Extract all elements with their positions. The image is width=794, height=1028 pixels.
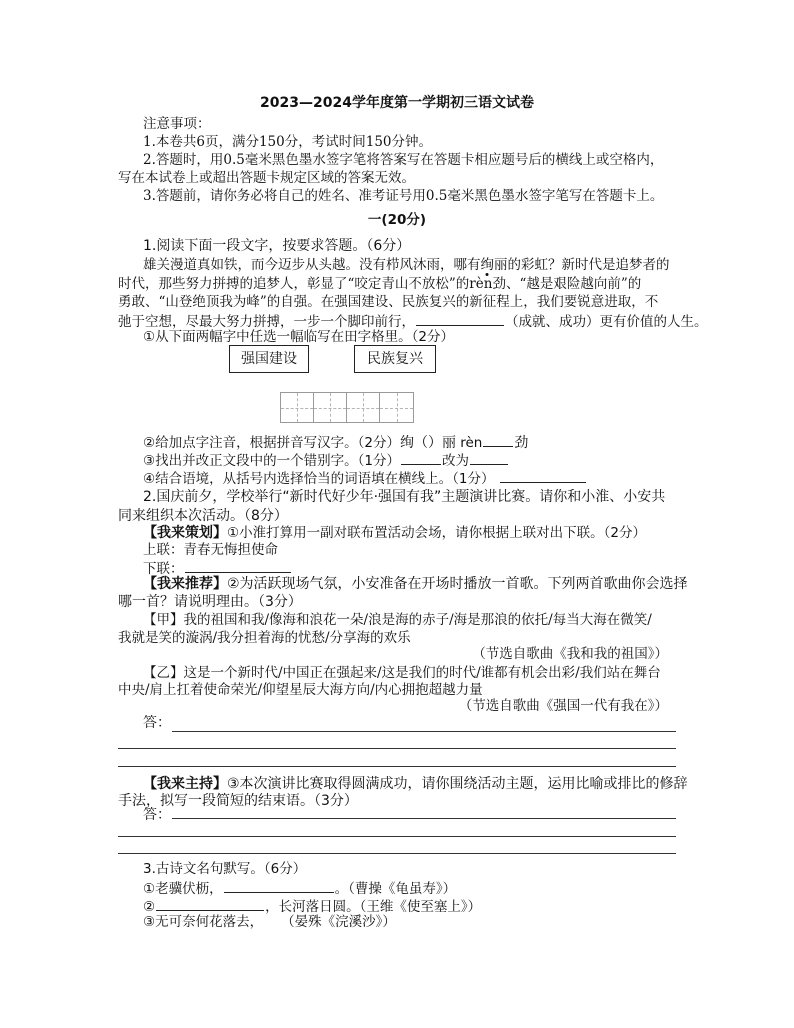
answer-blank (483, 433, 513, 447)
song-lyrics-continued: 中央/肩上扛着使命荣光/仰望星辰大海方向/内心拥抱超越力量 (118, 682, 483, 698)
answer-blank (185, 559, 291, 573)
poem-text: ③无可奈何花落去， (143, 914, 264, 930)
answer-line (172, 818, 676, 819)
passage-line (118, 312, 708, 330)
poem-fill-3 (143, 914, 396, 930)
answer-blank (401, 451, 441, 465)
question-3-stem: 3.古诗文名句默写。（6分） (143, 861, 307, 877)
question-2-stem-continued: 同来组织本次活动。（8分） (118, 508, 288, 524)
song-excerpt-yi (143, 665, 661, 681)
tianzige-grid (280, 392, 414, 423)
answer-label: 答： (143, 807, 171, 823)
answer-blank (416, 312, 504, 326)
answer-line (118, 853, 676, 854)
calligraphy-option-1: 强国建设 (229, 345, 309, 373)
plan-tag: 【我来策划】 (143, 525, 227, 541)
tianzige-cell (380, 393, 413, 422)
poem-fill-2 (143, 897, 481, 915)
lower-couplet-label: 下联： (143, 561, 184, 577)
upper-couplet-text: 青春无悔担使命 (183, 542, 278, 558)
song-tag: 【乙】 (143, 665, 184, 681)
lower-couplet (143, 559, 292, 577)
recommend-section (143, 576, 688, 592)
sub-question-3-prompt: ③找出并改正文段中的一个错别字。（1分） (143, 453, 400, 469)
question-1-stem: 1.阅读下面一段文字，按要求答题。（6分） (143, 238, 411, 254)
answer-blank (224, 879, 334, 893)
plan-section (143, 525, 646, 541)
song-excerpt-jia (143, 612, 652, 628)
answer-line (118, 836, 676, 837)
poem-text: ② (143, 899, 156, 915)
answer-line (118, 766, 676, 767)
passage-text: 丽的彩虹？新时代是追梦者的 (494, 257, 670, 273)
recommend-prompt: ②为活跃现场气氛，小安准备在开场时播放一首歌。下列两首歌曲你会选择 (227, 576, 688, 592)
passage-text: 弛于空想，尽最大努力拼搏，一步一个脚印前行， (118, 314, 415, 330)
connector-text: 改为 (441, 453, 469, 469)
poem-source: （晏殊《浣溪沙》） (281, 914, 396, 930)
song-lyrics: 我的祖国和我/像海和浪花一朵/浪是海的赤子/海是那浪的依托/每当大海在微笑/ (183, 612, 652, 628)
poem-text: ①老骥伏枥， (143, 881, 223, 897)
host-prompt-continued: 手法，拟写一段简短的结束语。（3分） (118, 793, 358, 809)
recommend-tag: 【我来推荐】 (143, 576, 227, 592)
answer-line (118, 748, 676, 749)
section-heading: 一(20分) (367, 212, 427, 228)
notice-item: 2.答题时，用0.5毫米黑色墨水签字笔将答案写在答题卡相应题号后的横线上或空格内， (143, 152, 664, 168)
upper-couplet (143, 542, 278, 558)
answer-label: 答： (143, 715, 171, 731)
dotted-character: 绚 (480, 257, 494, 273)
passage-line: 时代，那些努力拼搏的追梦人，彰显了“咬定青山不放松”的rèn劲、“越是艰险越向前”的 (118, 276, 642, 292)
sub-question-2-prompt: ②给加点字注音，根据拼音写汉字。（2分） (143, 435, 400, 451)
pinyin: rèn (460, 435, 483, 451)
passage-line (143, 257, 670, 273)
sub-question-1: ①从下面两幅字中任选一幅临写在田字格里。（2分） (143, 329, 454, 345)
poem-fill-1 (143, 879, 456, 897)
song-lyrics-continued: 我就是笑的漩涡/我分担着海的忧愁/分享海的欢乐 (118, 630, 411, 646)
song-source: （节选自歌曲《我和我的祖国》） (472, 646, 668, 662)
passage-text: （成就、成功）更有价值的人生。 (505, 314, 708, 330)
song-tag: 【甲】 (143, 612, 184, 628)
sub-question-4 (143, 469, 587, 487)
answer-blank (156, 897, 264, 911)
tianzige-cell (314, 393, 347, 422)
tianzige-cell (281, 393, 314, 422)
sub-question-2 (143, 433, 528, 451)
tianzige-cell (347, 393, 380, 422)
exam-title: 2023—2024学年度第一学期初三语文试卷 (260, 95, 534, 111)
host-tag: 【我来主持】 (143, 776, 227, 792)
calligraphy-option-2: 民族复兴 (354, 345, 436, 373)
sub-question-4-prompt: ④结合语境，从括号内选择恰当的词语填在横线上。（1分） (143, 471, 495, 487)
passage-text: 雄关漫道真如铁，而今迈步从头越。没有栉风沐雨，哪有 (143, 257, 481, 273)
sub-question-3 (143, 451, 509, 469)
word-suffix: 劲 (514, 435, 529, 451)
host-prompt: ③本次演讲比赛取得圆满成功，请你围绕活动主题，运用比喻或排比的修辞 (227, 776, 688, 792)
recommend-prompt-continued: 哪一首？请说明理由。（3分） (118, 594, 302, 610)
answer-blank (500, 469, 586, 483)
notice-item: 1.本卷共6页，满分150分，考试时间150分钟。 (143, 134, 433, 150)
answer-line (172, 731, 676, 732)
plan-prompt: ①小淮打算用一副对联布置活动会场，请你根据上联对出下联。（2分） (227, 525, 646, 541)
poem-source: 。（曹操《龟虽寿》） (334, 881, 457, 897)
upper-couplet-label: 上联： (143, 542, 184, 558)
poem-source: ，长河落日圆。（王维《使至塞上》） (265, 899, 482, 915)
notice-heading: 注意事项： (143, 116, 211, 132)
song-lyrics: 这是一个新时代/中国正在强起来/这是我们的时代/谁都有机会出彩/我们站在舞台 (183, 665, 661, 681)
answer-blank (470, 451, 508, 465)
passage-line: 勇敢、“山登绝顶我为峰”的自强。在强国建设、民族复兴的新征程上，我们要锐意进取，不 (118, 294, 659, 310)
annotated-word: 绚（）丽 (399, 435, 456, 451)
question-2-stem: 2.国庆前夕，学校举行“新时代好少年·强国有我”主题演讲比赛。请你和小淮、小安共 (143, 489, 666, 505)
song-source: （节选自歌曲《强国一代有我在》） (458, 698, 668, 714)
notice-item: 3.答题前，请你务必将自己的姓名、准考证号用0.5毫米黑色墨水签字笔写在答题卡上。 (143, 188, 664, 204)
host-section (143, 776, 688, 792)
notice-item-continued: 写在本试卷上或超出答题卡规定区域的答案无效。 (118, 170, 415, 186)
